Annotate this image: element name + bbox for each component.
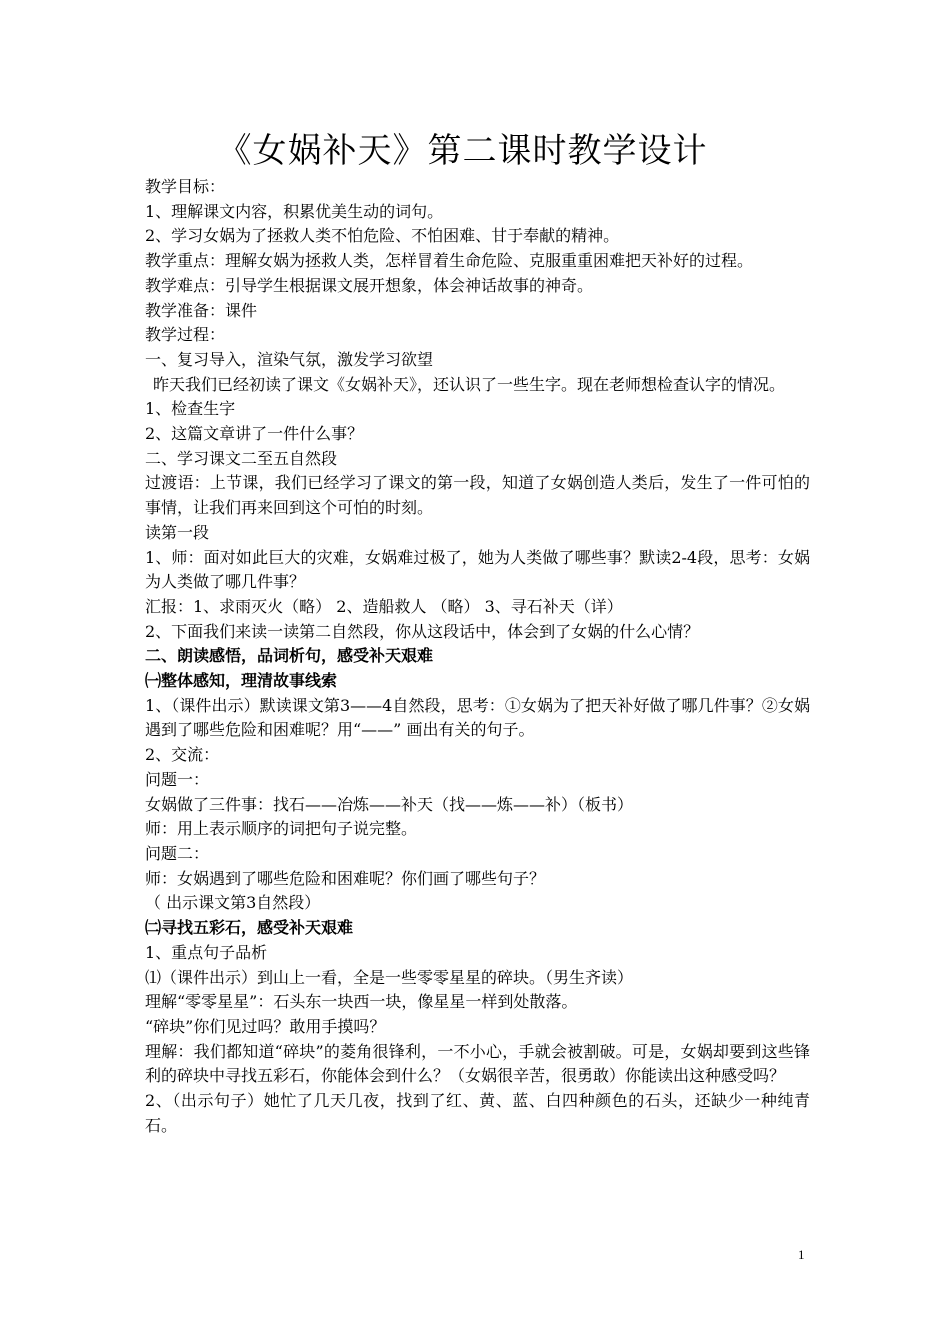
text-line: 理解：我们都知道“碎块”的菱角很锋利，一不小心，手就会被割破。可是，女娲却要到这些锋利的碎块中寻找五彩石，你能体会到什么？（女娲很辛苦，很勇敢）你能读出这种感受吗？ <box>145 1041 810 1086</box>
text-line: 2、（出示句子）她忙了几天几夜，找到了红、黄、蓝、白四种颜色的石头，还缺少一种纯青石。 <box>145 1091 810 1135</box>
text-line: 2、下面我们来读一读第二自然段，你从这段话中，体会到了女娲的什么心情？ <box>145 621 700 641</box>
text-line: （ 出示课文第3自然段） <box>145 893 321 913</box>
document-title: 《女娲补天》第二课时教学设计 <box>217 131 708 171</box>
text-line: 1、理解课文内容，积累优美生动的词句。 <box>145 201 444 221</box>
text-line: 2、学习女娲为了拯救人类不怕危险、不怕困难、甘于奉献的精神。 <box>145 226 620 246</box>
text-line: 师：女娲遇到了哪些危险和困难呢？你们画了哪些句子？ <box>145 868 546 888</box>
text-line: 1、重点句子品析 <box>145 942 268 962</box>
text-line: 问题一： <box>145 769 210 789</box>
text-line: 女娲做了三件事：找石——冶炼——补天（找——炼——补）（板书） <box>145 794 634 814</box>
text-line: 1、（课件出示）默读课文第3——4自然段，思考：①女娲为了把天补好做了哪几件事？②女娲遇到了哪些危险和困难呢？用“——” 画出有关的句子。 <box>145 695 810 740</box>
section-heading: 一、复习导入，渲染气氛，激发学习欲望 <box>145 349 434 369</box>
text-line: 教学过程： <box>145 325 226 345</box>
text-line: ⑴（课件出示）到山上一看，全是一些零零星星的碎块。（男生齐读） <box>145 967 634 987</box>
text-line: 师：用上表示顺序的词把句子说完整。 <box>145 819 418 839</box>
subsection-heading: ㈡寻找五彩石，感受补天艰难 <box>145 918 354 938</box>
text-line: 2、这篇文章讲了一件什么事？ <box>145 424 364 444</box>
text-line: 昨天我们已经初读了课文《女娲补天》，还认识了一些生字。现在老师想检查认字的情况。 <box>153 374 786 394</box>
text-line: 教学重点：理解女娲为拯救人类，怎样冒着生命危险、克服重重困难把天补好的过程。 <box>145 251 754 271</box>
text-line: 教学目标： <box>145 177 226 196</box>
text-line: 理解“零零星星”：石头东一块西一块，像星星一样到处散落。 <box>145 992 578 1012</box>
text-line: 1、检查生字 <box>145 399 236 419</box>
section-heading: 二、学习课文二至五自然段 <box>145 448 338 468</box>
text-line: 1、师：面对如此巨大的灾难，女娲难过极了，她为人类做了哪些事？默读2-4段，思考：女娲为人类做了哪几件事？ <box>145 547 810 592</box>
text-line: 教学准备：课件 <box>145 300 258 320</box>
text-line: 读第一段 <box>145 522 210 542</box>
text-line: 问题二： <box>145 843 210 863</box>
text-line: “碎块”你们见过吗？敢用手摸吗？ <box>145 1016 386 1036</box>
text-line: 过渡语：上节课，我们已经学习了课文的第一段，知道了女娲创造人类后，发生了一件可怕的事情，让我们再来回到这个可怕的时刻。 <box>145 473 810 518</box>
text-line: 教学难点：引导学生根据课文展开想象，体会神话故事的神奇。 <box>145 275 594 295</box>
subsection-heading: ㈠整体感知，理清故事线索 <box>145 671 338 691</box>
section-heading: 二、朗读感悟，品词析句，感受补天艰难 <box>145 646 434 666</box>
document-body <box>145 127 810 1138</box>
text-line: 2、交流： <box>145 745 220 765</box>
text-line: 汇报：1、求雨灭火（略） 2、造船救人 （略） 3、寻石补天（详） <box>145 596 623 616</box>
page-number: 1 <box>798 1247 805 1262</box>
